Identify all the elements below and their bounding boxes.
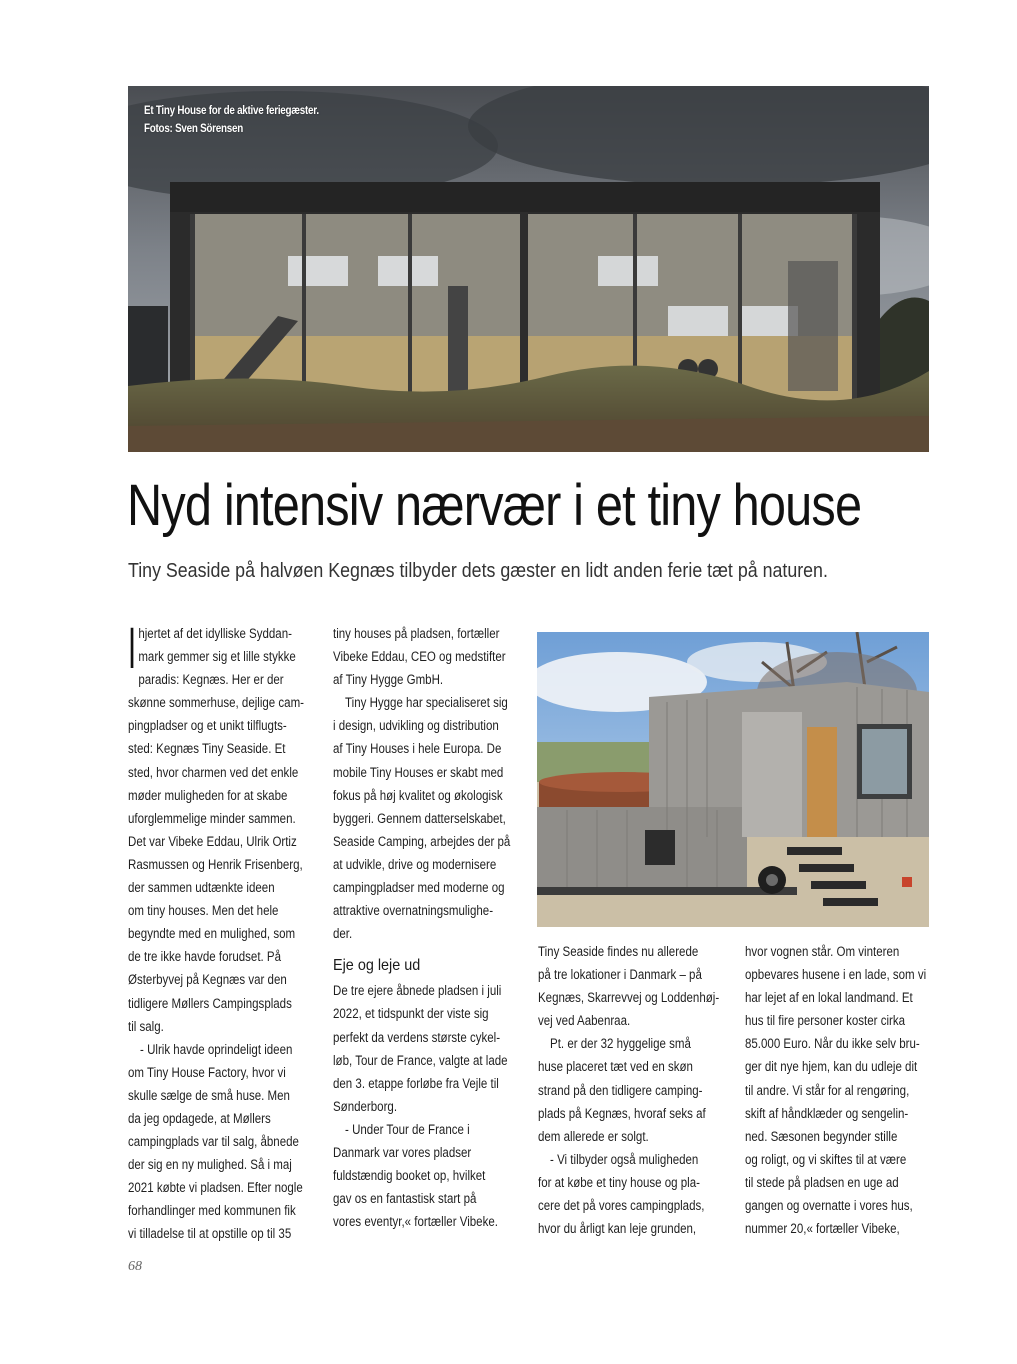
text-line: 85.000 Euro. Når du ikke selv bru- xyxy=(745,1036,920,1052)
text-line: pingpladser og et unikt tilflugts- xyxy=(128,718,287,734)
text-line: der sig en ny mulighed. Så i maj xyxy=(128,1157,292,1173)
tiny-house-photo xyxy=(537,632,929,927)
text-line: møder muligheden for at skabe xyxy=(128,787,288,803)
text-line: den 3. etappe forløbe fra Vejle til xyxy=(333,1075,499,1091)
text-line: vores eventyr,« fortæller Vibeke. xyxy=(333,1214,498,1230)
text-line: sted: Kegnæs Tiny Seaside. Et xyxy=(128,741,286,757)
text-column-3 xyxy=(538,940,728,1240)
text-line: Tiny Hygge har specialiseret sig xyxy=(345,695,508,711)
photo-caption xyxy=(144,101,319,137)
hero-photo xyxy=(128,86,929,452)
text-line: byggeri. Gennem datterselskabet, xyxy=(333,810,506,826)
text-line: skulle sælge de små huse. Men xyxy=(128,1087,290,1103)
caption-line-2: Fotos: Sven Sörensen xyxy=(144,121,243,135)
article-headline: Nyd intensiv nærvær i et tiny house xyxy=(127,473,862,538)
caption-line-1: Et Tiny House for de aktive feriegæster. xyxy=(144,103,319,117)
text-line: paradis: Kegnæs. Her er der xyxy=(138,672,284,688)
text-column-4 xyxy=(745,940,935,1240)
text-line: attraktive overnatningsmulighe- xyxy=(333,903,494,919)
text-line: plads på Kegnæs, hvoraf seks af xyxy=(538,1105,706,1121)
text-line: skønne sommerhuse, dejlige cam- xyxy=(128,695,305,711)
text-line: begyndte med en mulighed, som xyxy=(128,926,296,942)
text-line: om tiny houses. Men det hele xyxy=(128,903,279,919)
text-line: sted, hvor charmen ved det enkle xyxy=(128,764,299,780)
text-line: De tre ejere åbnede pladsen i juli xyxy=(333,983,502,999)
text-line: Rasmussen og Henrik Frisenberg, xyxy=(128,856,303,872)
text-line: dem allerede er solgt. xyxy=(538,1128,649,1144)
text-line: da jeg opdagede, at Møllers xyxy=(128,1110,271,1126)
text-line: at udvikle, drive og modernisere xyxy=(333,856,497,872)
text-line: ger dit nye hjem, kan du udleje dit xyxy=(745,1059,918,1075)
article-subheadline: Tiny Seaside på halvøen Kegnæs tilbyder dets gæster en lidt anden ferie tæt på naturen. xyxy=(128,560,828,582)
text-line: - Under Tour de France i xyxy=(345,1121,470,1137)
text-line: skift af håndklæder og sengelin- xyxy=(745,1105,909,1121)
text-line: på tre lokationer i Danmark – på xyxy=(538,967,702,983)
text-line: har lejet af en lokal landmand. Et xyxy=(745,990,913,1006)
text-line: strand på den tidligere camping- xyxy=(538,1082,703,1098)
text-line: fuldstændig booket op, hvilket xyxy=(333,1168,486,1184)
text-line: Danmark var vores pladser xyxy=(333,1144,472,1160)
text-line: om Tiny House Factory, hvor vi xyxy=(128,1064,286,1080)
text-line: hvor du årligt kan leje grunden, xyxy=(538,1221,697,1237)
text-line: tiny houses på pladsen, fortæller xyxy=(333,626,500,641)
text-line: af Tiny Houses i hele Europa. De xyxy=(333,741,502,757)
text-line: forhandlinger med kommunen fik xyxy=(128,1203,296,1219)
drop-cap: I xyxy=(128,616,137,681)
text-line: Sønderborg. xyxy=(333,1098,398,1114)
text-line: opbevares husene i en lade, som vi xyxy=(745,967,927,983)
text-line: fokus på høj kvalitet og økologisk xyxy=(333,787,503,803)
text-line: til andre. Vi står for al rengøring, xyxy=(745,1082,910,1098)
text-line: af Tiny Hygge GmbH. xyxy=(333,672,444,688)
text-line: campingpladser med moderne og xyxy=(333,880,505,896)
text-line: hvor vognen står. Om vinteren xyxy=(745,944,900,959)
text-line: cere det på vores campingplads, xyxy=(538,1198,705,1214)
text-line: huse placeret tæt ved en skøn xyxy=(538,1059,693,1075)
page-number: 68 xyxy=(128,1259,142,1274)
text-line: vej ved Aabenraa. xyxy=(538,1013,631,1029)
text-line: gav os en fantastisk start på xyxy=(333,1191,477,1207)
text-line: til salg. xyxy=(128,1018,164,1034)
text-line: hjertet af det idylliske Syddan- xyxy=(138,626,292,641)
text-line: Kegnæs, Skarrevvej og Loddenhøj- xyxy=(538,990,720,1006)
text-line: perfekt da verdens største cykel- xyxy=(333,1029,501,1045)
text-line: gangen og overnatte i vores hus, xyxy=(745,1198,913,1214)
text-line: 2022, et tidspunkt der viste sig xyxy=(333,1006,489,1022)
text-line: tidligere Møllers Campingsplads xyxy=(128,995,292,1011)
section-heading: Eje og leje ud xyxy=(333,957,421,975)
text-line: mark gemmer sig et lille stykke xyxy=(138,649,296,665)
text-line: mobile Tiny Houses er skabt med xyxy=(333,764,504,780)
text-line: campingplads var til salg, åbnede xyxy=(128,1134,299,1150)
text-line: de tre ikke havde forudset. På xyxy=(128,949,281,965)
text-column-2 xyxy=(333,622,523,1233)
text-line: der sammen udtænkte ideen xyxy=(128,880,275,896)
text-line: uforglemmelige minder sammen. xyxy=(128,810,296,826)
text-line: vi tilladelse til at opstille op til 35 xyxy=(128,1226,292,1242)
text-column-1 xyxy=(128,622,318,1246)
text-line: der. xyxy=(333,926,353,942)
text-line: Østerbyvej på Kegnæs var den xyxy=(128,972,287,988)
text-line: - Ulrik havde oprindeligt ideen xyxy=(140,1041,293,1057)
text-line: nummer 20,« fortæller Vibeke, xyxy=(745,1221,900,1237)
text-line: - Vi tilbyder også muligheden xyxy=(550,1151,699,1167)
text-line: hus til fire personer koster cirka xyxy=(745,1013,906,1029)
text-line: for at købe et tiny house og pla- xyxy=(538,1174,700,1190)
text-line: løb, Tour de France, valgte at lade xyxy=(333,1052,508,1068)
text-line: i design, udvikling og distribution xyxy=(333,718,499,734)
text-line: Vibeke Eddau, CEO og medstifter xyxy=(333,649,506,665)
text-line: til stede på pladsen en uge ad xyxy=(745,1174,899,1190)
text-line: og roligt, og vi skiftes til at være xyxy=(745,1151,907,1167)
text-line: Seaside Camping, arbejdes der på xyxy=(333,833,511,849)
text-line: Tiny Seaside findes nu allerede xyxy=(538,944,699,959)
text-line: Det var Vibeke Eddau, Ulrik Ortiz xyxy=(128,833,297,849)
text-line: 2021 købte vi pladsen. Efter nogle xyxy=(128,1180,303,1196)
text-line: ned. Sæsonen begynder stille xyxy=(745,1128,898,1144)
text-line: Pt. er der 32 hyggelige små xyxy=(550,1036,691,1052)
